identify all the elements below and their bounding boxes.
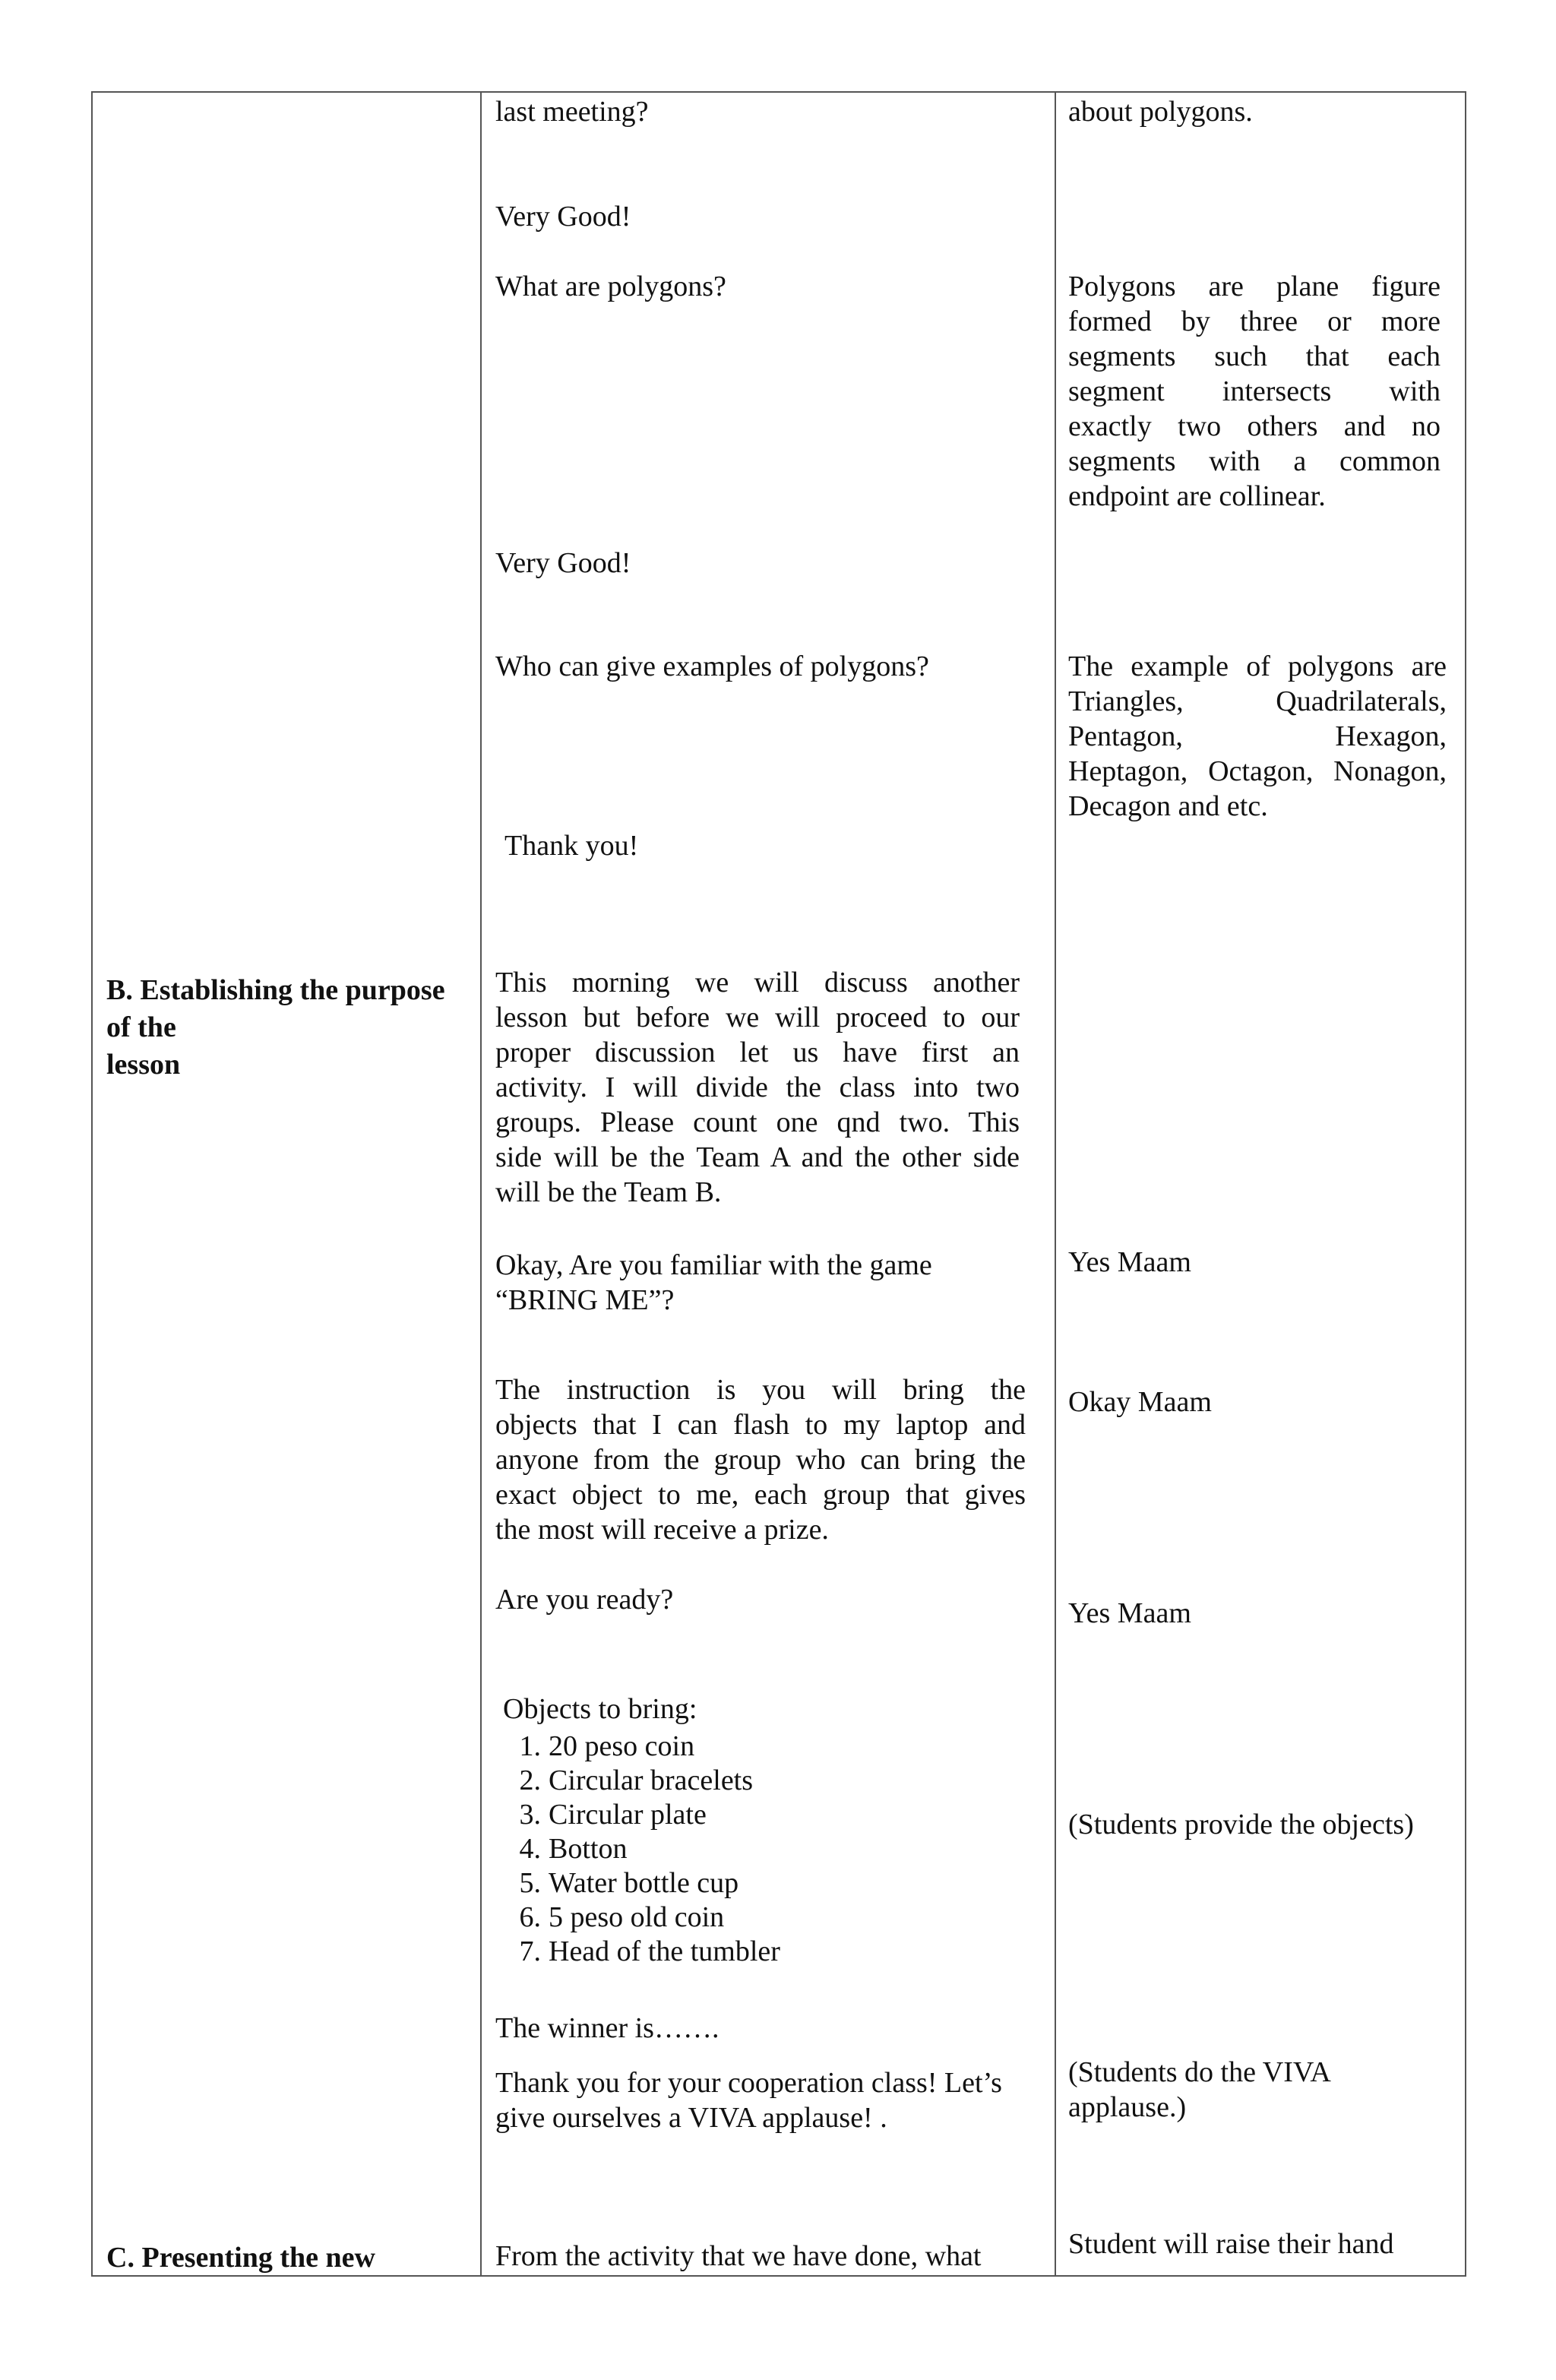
paragraph-line: exactly two others and no [1068,410,1441,442]
paragraph-line: objects that I can flash to my laptop and [495,1409,1026,1441]
list-text: Botton [549,1833,628,1865]
teacher-objects-title: Objects to bring: [503,1693,697,1725]
list-text: Water bottle cup [549,1867,739,1899]
column-divider-2 [1055,93,1056,2275]
paragraph-line: Decagon and etc. [1068,790,1268,822]
teacher-thanks-line1: Thank you for your cooperation class! Let’s [495,2067,1002,2099]
teacher-winner: The winner is……. [495,2012,719,2044]
paragraph-line: anyone from the group who can bring the [495,1444,1026,1476]
student-yes-maam-2: Yes Maam [1068,1597,1191,1629]
paragraph-line: segments such that each [1068,340,1441,372]
list-number: 3. [519,1799,541,1831]
list-text: Head of the tumbler [549,1935,780,1967]
list-text: Circular plate [549,1799,707,1831]
list-text: 20 peso coin [549,1730,695,1762]
teacher-last-meeting: last meeting? [495,96,649,128]
teacher-familiar-line1: Okay, Are you familiar with the game [495,1249,932,1281]
paragraph-line: Pentagon, Hexagon, [1068,720,1447,752]
teacher-are-you-ready: Are you ready? [495,1584,674,1616]
paragraph-line: The instruction is you will bring the [495,1374,1026,1406]
list-item [503,1764,780,1798]
student-raise-hand: Student will raise their hand [1068,2228,1394,2260]
student-provide-objects: (Students provide the objects) [1068,1809,1414,1840]
list-item [503,1901,780,1935]
list-item [503,1798,780,1832]
paragraph-line: proper discussion let us have first an [495,1037,1020,1068]
paragraph-line: This morning we will discuss another [495,967,1020,999]
student-viva-line2: applause.) [1068,2091,1187,2123]
paragraph-line: segments with a common [1068,445,1441,477]
list-number: 4. [519,1833,541,1865]
teacher-what-are-polygons: What are polygons? [495,271,726,302]
section-b-heading-line3: lesson [106,1049,181,1081]
list-item [503,1866,780,1901]
list-number: 1. [519,1730,541,1762]
student-about-polygons: about polygons. [1068,96,1253,128]
paragraph-line: Triangles, Quadrilaterals, [1068,685,1447,717]
paragraph-line: the most will receive a prize. [495,1514,829,1546]
paragraph-line: groups. Please count one qnd two. This [495,1106,1020,1138]
student-yes-maam-1: Yes Maam [1068,1246,1191,1278]
paragraph-line: Polygons are plane figure [1068,271,1441,302]
objects-list [503,1730,780,1969]
paragraph-line: Heptagon, Octagon, Nonagon, [1068,755,1447,787]
teacher-very-good-2: Very Good! [495,547,631,579]
list-item [503,1730,780,1764]
paragraph-line: The example of polygons are [1068,650,1447,682]
teacher-who-can-give-examples: Who can give examples of polygons? [495,650,929,682]
paragraph-line: exact object to me, each group that gives [495,1479,1026,1511]
list-number: 6. [519,1901,541,1933]
list-item [503,1832,780,1866]
teacher-familiar-line2: “BRING ME”? [495,1284,675,1316]
section-b-heading-line1: B. Establishing the purpose [106,974,445,1006]
paragraph-line: formed by three or more [1068,305,1441,337]
student-okay-maam: Okay Maam [1068,1386,1212,1418]
student-viva-line1: (Students do the VIVA [1068,2056,1331,2088]
teacher-thank-you: Thank you! [504,830,639,862]
list-number: 5. [519,1867,541,1899]
list-text: 5 peso old coin [549,1901,725,1933]
paragraph-line: endpoint are collinear. [1068,480,1326,512]
list-text: Circular bracelets [549,1764,754,1796]
paragraph-line: lesson but before we will proceed to our [495,1002,1020,1033]
teacher-thanks-line2: give ourselves a VIVA applause! . [495,2102,887,2134]
column-divider-1 [480,93,482,2275]
teacher-very-good-1: Very Good! [495,201,631,233]
paragraph-line: segment intersects with [1068,375,1441,407]
teacher-from-activity: From the activity that we have done, what [495,2240,982,2272]
list-number: 7. [519,1935,541,1967]
list-number: 2. [519,1764,541,1796]
paragraph-line: side will be the Team A and the other side [495,1141,1020,1173]
paragraph-line: activity. I will divide the class into two [495,1071,1020,1103]
paragraph-line: will be the Team B. [495,1176,722,1208]
section-b-heading-line2: of the [106,1011,176,1043]
list-item [503,1935,780,1969]
section-c-heading: C. Presenting the new [106,2242,375,2274]
